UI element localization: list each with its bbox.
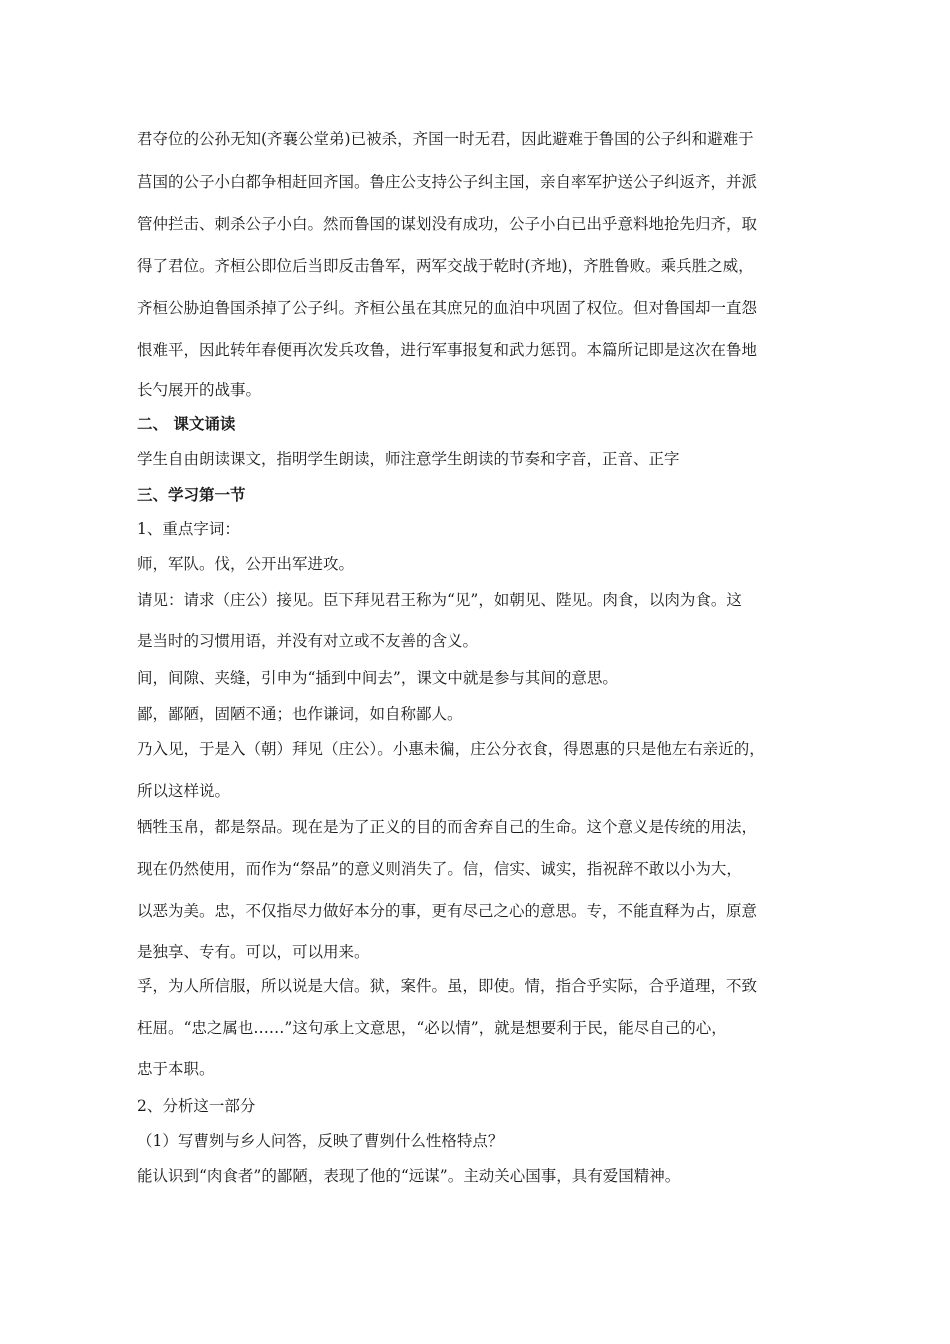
vocab-line-5: 鄙，鄙陋，固陋不通；也作谦词，如自称鄙人。: [137, 705, 463, 723]
vocab-line-3: 是当时的习惯用语，并没有对立或不友善的含义。: [137, 632, 479, 650]
intro-line-2: 莒国的公子小白都争相赶回齐国。鲁庄公支持公子纠主国，亲自率军护送公子纠返齐，并派: [137, 173, 758, 191]
question-1: （1）写曹刿与乡人问答，反映了曹刿什么性格特点？: [137, 1132, 504, 1150]
intro-line-6: 恨难平，因此转年春便再次发兵攻鲁，进行军事报复和武力惩罚。本篇所记即是这次在鲁地: [137, 341, 758, 359]
vocab-line-2: 请见：请求（庄公）接见。臣下拜见君王称为“见”，如朝见、陛见。肉食，以肉为食。这: [137, 591, 742, 609]
intro-line-1: 君夺位的公孙无知(齐襄公堂弟)已被杀，齐国一时无君，因此避难于鲁国的公子纠和避难于: [137, 130, 754, 148]
answer-1: 能认识到“肉食者”的鄙陋，表现了他的“远谋”。主动关心国事，具有爱国精神。: [137, 1167, 681, 1185]
intro-line-7: 长勺展开的战事。: [137, 381, 262, 399]
vocab-line-13: 枉屈。“忠之属也……”这句承上文意思，“必以情”，就是想要利于民，能尽自己的心，: [137, 1019, 727, 1037]
section3-sub2: 2、分析这一部分: [137, 1097, 256, 1115]
vocab-line-11: 是独享、专有。可以，可以用来。: [137, 943, 370, 961]
section3-heading: 三、学习第一节: [137, 485, 246, 504]
vocab-line-12: 孚，为人所信服，所以说是大信。狱，案件。虽，即使。情，指合乎实际，合乎道理，不致: [137, 977, 758, 995]
section2-text: 学生自由朗读课文，指明学生朗读，师注意学生朗读的节奏和字音，正音、正字: [137, 450, 680, 468]
section3-sub1: 1、重点字词：: [137, 520, 240, 538]
vocab-line-14: 忠于本职。: [137, 1060, 215, 1078]
vocab-line-4: 间，间隙、夹缝，引申为“插到中间去”，课文中就是参与其间的意思。: [137, 669, 618, 687]
vocab-line-6: 乃入见，于是入（朝）拜见（庄公）。小惠未徧，庄公分衣食，得恩惠的只是他左右亲近的，: [137, 740, 765, 758]
vocab-line-7: 所以这样说。: [137, 782, 231, 800]
vocab-line-8: 牺牲玉帛，都是祭品。现在是为了正义的目的而舍弃自己的生命。这个意义是传统的用法，: [137, 818, 758, 836]
vocab-line-1: 师，军队。伐，公开出军进攻。: [137, 555, 355, 573]
section2-heading: 二、 课文诵读: [137, 414, 236, 433]
vocab-line-10: 以恶为美。忠，不仅指尽力做好本分的事，更有尽己之心的意思。专，不能直释为占，原意: [137, 902, 758, 920]
intro-line-4: 得了君位。齐桓公即位后当即反击鲁军，两军交战于乾时(齐地)，齐胜鲁败。乘兵胜之威，: [137, 257, 754, 275]
vocab-line-9: 现在仍然使用，而作为“祭品”的意义则消失了。信，信实、诚实，指祝辞不敢以小为大，: [137, 860, 742, 878]
intro-line-3: 管仲拦击、刺杀公子小白。然而鲁国的谋划没有成功，公子小白已出乎意料地抢先归齐，取: [137, 215, 758, 233]
intro-line-5: 齐桓公胁迫鲁国杀掉了公子纠。齐桓公虽在其庶兄的血泊中巩固了权位。但对鲁国却一直怨: [137, 299, 758, 317]
